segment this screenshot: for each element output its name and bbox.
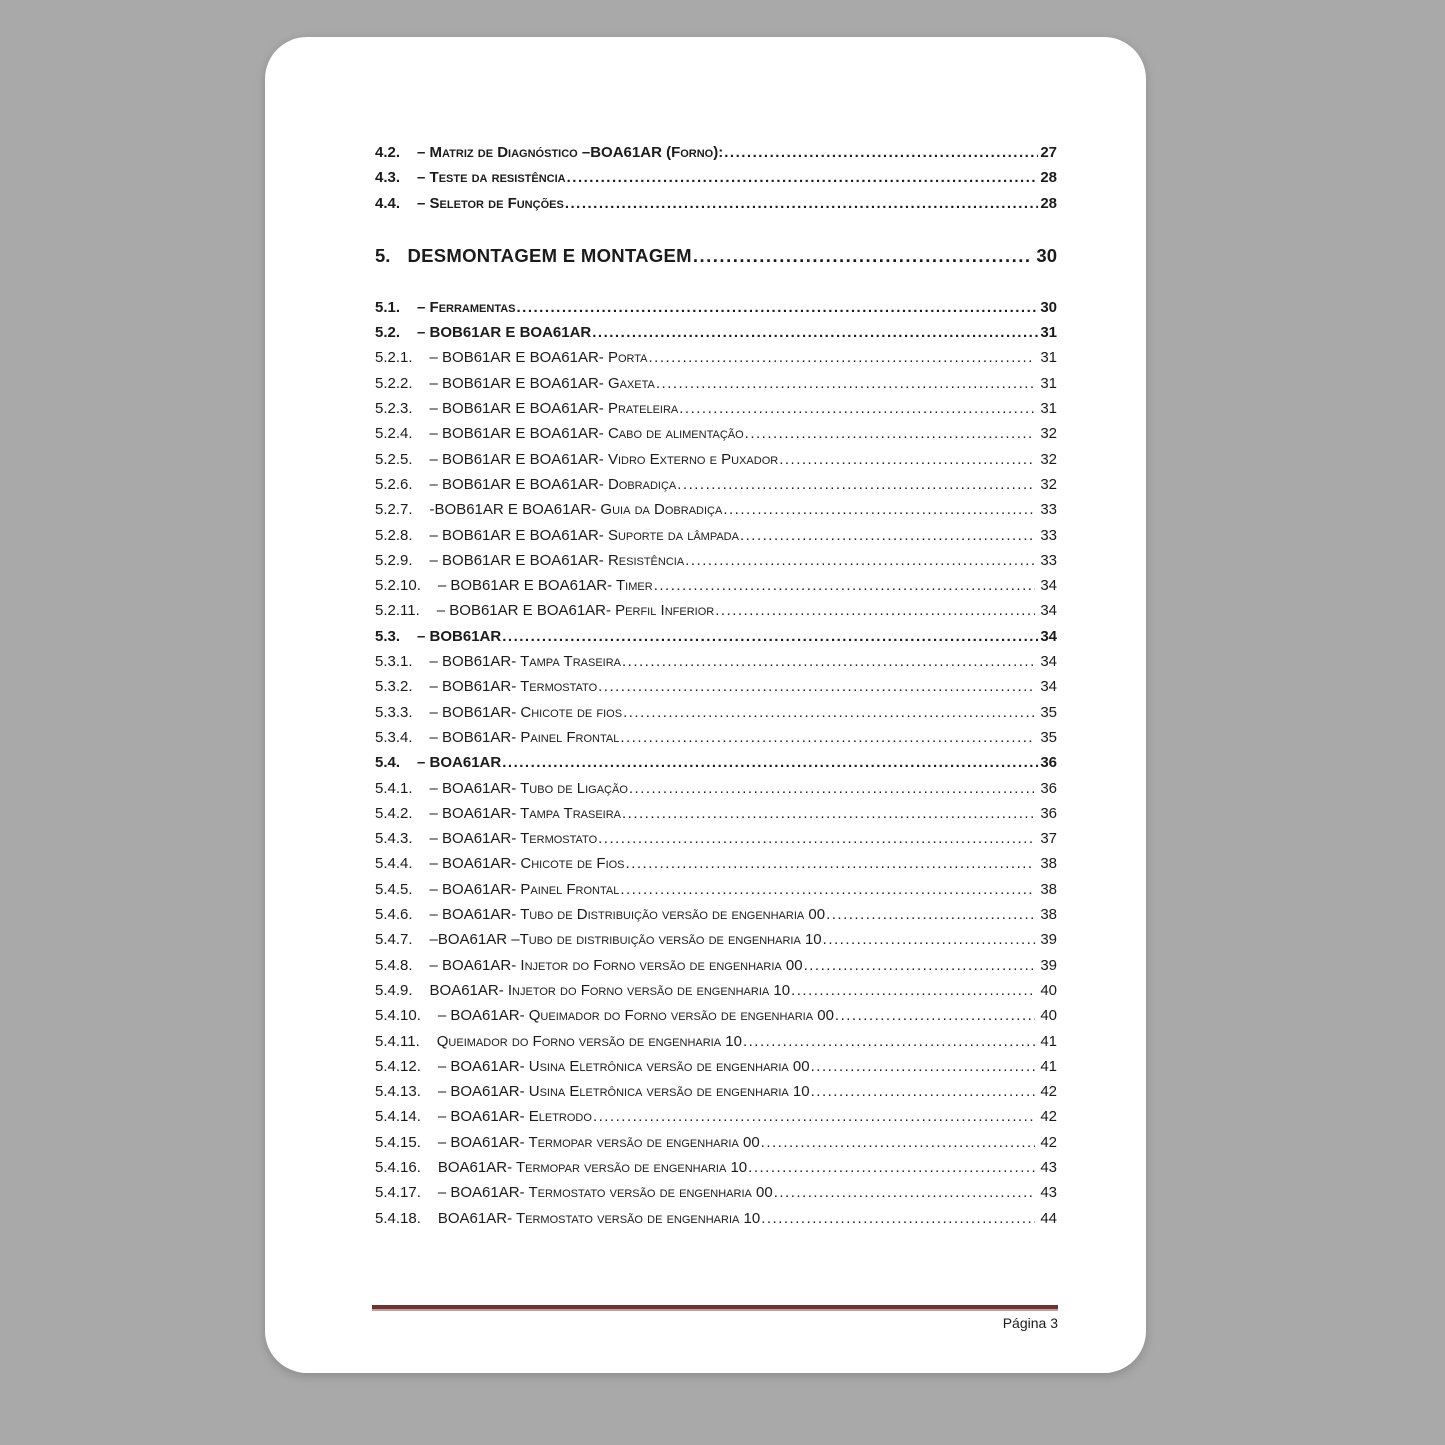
toc-entry-number: 5.4.6. [375,906,413,924]
toc-entry-number: 5.3.4. [375,728,413,746]
toc-entry-page: 38 [1040,880,1057,898]
dot-leader [791,978,1035,1003]
dot-leader [723,497,1035,522]
dot-leader [620,725,1035,750]
toc-entry-label: – BOB61AR E BOA61AR- Timer [437,577,653,595]
table-of-contents [375,140,1057,1231]
dot-leader [567,165,1039,190]
toc-entry-5-3-4[interactable] [375,725,1057,750]
toc-entry-page: 31 [1040,349,1057,367]
dot-leader [649,345,1036,370]
toc-entry-page: 34 [1040,577,1057,595]
toc-entry-label: – BOA61AR- Termostato [429,830,598,848]
toc-entry-number: 5.4.14. [375,1108,421,1126]
toc-entry-number: 4.2. [375,144,401,161]
dot-leader [629,776,1035,801]
toc-entry-page: 34 [1040,653,1057,671]
toc-entry-5-4-11[interactable] [375,1029,1057,1054]
toc-entry-page: 36 [1040,754,1057,772]
toc-entry-5-4[interactable] [375,750,1057,775]
toc-entry-number: 5.2.4. [375,425,413,443]
toc-entry-5-4-17[interactable] [375,1180,1057,1205]
dot-leader [835,1003,1035,1028]
toc-entry-5-1[interactable] [375,295,1057,320]
toc-entry-page: 37 [1040,830,1057,848]
toc-entry-number: 4.3. [375,169,401,187]
dot-leader [743,1029,1035,1054]
toc-entry-label: – BOB61AR- Termostato [429,678,598,696]
toc-entry-number: 5.3. [375,627,401,645]
toc-entry-label: – BOB61AR E BOA61AR- Resistência [429,551,685,569]
dot-leader [724,140,1038,165]
dot-leader [826,902,1035,927]
toc-entry-label: – BOB61AR [417,627,502,645]
toc-entry-number: 5.2.7. [375,501,413,519]
toc-entry-5-2-5[interactable] [375,447,1057,472]
toc-entry-label: – BOA61AR- Tubo de Distribuição versão de engenharia 00 [429,906,826,924]
toc-entry-label: – BOA61AR- Injetor do Forno versão de engenharia 00 [429,956,803,974]
toc-entry-number: 5.3.2. [375,678,413,696]
page-number-label: Página 3 [1002,1315,1058,1331]
document-page [265,37,1146,1373]
dot-leader [823,927,1036,952]
toc-entry-label: – BOB61AR E BOA61AR- Perfil Inferior [436,602,715,620]
toc-entry-label: – BOB61AR- Painel Frontal [429,728,620,746]
dot-leader [811,1054,1036,1079]
dot-leader [761,1130,1036,1155]
toc-entry-5-4-1[interactable] [375,776,1057,801]
dot-leader [622,649,1035,674]
toc-entry-5-2[interactable] [375,320,1057,345]
toc-entry-page: 44 [1040,1209,1057,1227]
toc-entry-page: 33 [1040,526,1057,544]
toc-entry-label: – BOA61AR- Usina Eletrônica versão de engenharia 00 [437,1057,810,1075]
dot-leader [693,242,1031,269]
dot-leader [804,953,1036,978]
dot-leader [502,750,1038,775]
toc-entry-page: 42 [1040,1108,1057,1126]
dot-leader [598,826,1035,851]
toc-entry-label: – BOB61AR- Tampa Traseira [429,653,622,671]
dot-leader [623,700,1035,725]
toc-entry-label: – BOA61AR- Queimador do Forno versão de engenharia 00 [437,1007,834,1025]
toc-entry-5-4-14[interactable] [375,1104,1057,1129]
toc-entry-5-4-4[interactable] [375,851,1057,876]
toc-entry-number: 5.4.9. [375,981,413,999]
toc-entry-4-4[interactable] [375,191,1057,216]
toc-entry-label: BOA61AR- Injetor do Forno versão de engenharia 10 [429,981,791,999]
toc-entry-5-3-2[interactable] [375,674,1057,699]
toc-entry-label: – BOA61AR- Painel Frontal [429,880,620,898]
toc-entry-page: 34 [1040,602,1057,620]
toc-entry-page: 31 [1040,324,1057,342]
dot-leader [740,523,1035,548]
toc-entry-number: 5.4.13. [375,1083,421,1101]
toc-entry-number: 5.4.2. [375,804,413,822]
toc-entry-5-4-8[interactable] [375,953,1057,978]
toc-entry-5-4-2[interactable] [375,801,1057,826]
dot-leader [593,1104,1035,1129]
toc-entry-label: – BOA61AR- Termopar versão de engenharia 00 [437,1133,760,1151]
toc-entry-number: 5.2.9. [375,551,413,569]
dot-leader [685,548,1035,573]
toc-entry-page: 40 [1040,1007,1057,1025]
toc-entry-page: 42 [1040,1133,1057,1151]
toc-entry-5-3-1[interactable] [375,649,1057,674]
toc-entry-page: 43 [1040,1158,1057,1176]
toc-entry-label: BOA61AR- Termostato versão de engenharia 10 [437,1209,761,1227]
toc-entry-number: 5.4.1. [375,779,413,797]
toc-entry-label: – BOB61AR- Chicote de fios [429,703,623,721]
toc-entry-number: 5.4.18. [375,1209,421,1227]
toc-entry-page: 33 [1040,551,1057,569]
toc-entry-page: 42 [1040,1083,1057,1101]
toc-entry-5-3-3[interactable] [375,700,1057,725]
toc-entry-page: 32 [1040,475,1057,493]
toc-entry-label: – BOB61AR E BOA61AR- Suporte da lâmpada [429,526,739,544]
toc-entry-5-4-6[interactable] [375,902,1057,927]
toc-entry-label: – Ferramentas [417,298,516,316]
footer-divider-light-line [372,1309,1058,1311]
toc-entry-page: 39 [1040,931,1057,949]
page-footer [372,1305,1058,1331]
toc-entry-page: 35 [1040,728,1057,746]
toc-entry-number: 5.4.11. [375,1032,420,1050]
dot-leader [677,472,1035,497]
toc-entry-5-2-11[interactable] [375,598,1057,623]
toc-entry-5-4-10[interactable] [375,1003,1057,1028]
toc-entry-number: 5.2.1. [375,349,413,367]
toc-entry-5-4-15[interactable] [375,1130,1057,1155]
dot-leader [517,295,1039,320]
toc-entry-number: 5.4.8. [375,956,413,974]
toc-entry-4-2[interactable] [375,140,1057,165]
toc-entry-label: Queimador do Forno versão de engenharia 10 [436,1032,742,1050]
toc-entry-number: 5.3.3. [375,703,413,721]
toc-entry-page: 36 [1040,779,1057,797]
toc-entry-5-2-9[interactable] [375,548,1057,573]
toc-entry-5-4-9[interactable] [375,978,1057,1003]
toc-entry-page: 30 [1040,298,1057,316]
toc-entry-5-4-7[interactable] [375,927,1057,952]
toc-entry-number: 5.2.10. [375,577,421,595]
dot-leader [774,1180,1036,1205]
dot-leader [779,447,1035,472]
toc-entry-number: 5.4.10. [375,1007,421,1025]
dot-leader [620,877,1035,902]
toc-entry-label: – BOB61AR E BOA61AR- Prateleira [429,400,679,418]
toc-entry-page: 32 [1040,425,1057,443]
toc-entry-page: 28 [1040,169,1057,187]
toc-entry-number: 5.2.2. [375,374,413,392]
toc-entry-5-4-16[interactable] [375,1155,1057,1180]
toc-entry-label: – BOA61AR- Tampa Traseira [429,804,622,822]
dot-leader [654,573,1036,598]
toc-entry-number: 5.4. [375,754,401,772]
toc-entry-5[interactable] [375,242,1057,269]
toc-entry-number: 5.4.12. [375,1057,421,1075]
toc-entry-number: 5.4.17. [375,1184,421,1202]
toc-entry-number: 5.4.3. [375,830,413,848]
toc-entry-number: 5.2.6. [375,475,413,493]
toc-entry-page: 32 [1040,450,1057,468]
toc-entry-page: 38 [1040,906,1057,924]
toc-entry-number: 5.1. [375,298,401,316]
toc-entry-page: 41 [1040,1032,1057,1050]
toc-entry-number: 4.4. [375,194,401,212]
dot-leader [748,1155,1035,1180]
toc-entry-page: 34 [1040,627,1057,645]
dot-leader [622,801,1035,826]
toc-entry-number: 5.4.4. [375,855,413,873]
toc-entry-5-4-3[interactable] [375,826,1057,851]
toc-entry-label: DESMONTAGEM E MONTAGEM [407,244,692,266]
toc-entry-page: 34 [1040,678,1057,696]
dot-leader [626,851,1036,876]
toc-entry-label: – BOA61AR- Usina Eletrônica versão de engenharia 10 [437,1083,810,1101]
toc-entry-number: 5.2.11. [375,602,420,620]
toc-entry-number: 5.2.5. [375,450,413,468]
toc-entry-5-2-6[interactable] [375,472,1057,497]
toc-entry-page: 36 [1040,804,1057,822]
toc-entry-label: BOA61AR- Termopar versão de engenharia 10 [437,1158,748,1176]
toc-entry-label: – BOB61AR E BOA61AR- Gaxeta [429,374,655,392]
dot-leader [592,320,1038,345]
toc-entry-page: 39 [1040,956,1057,974]
dot-leader [811,1079,1036,1104]
toc-entry-label: – BOA61AR- Tubo de Ligação [429,779,628,797]
toc-entry-number: 5.2. [375,324,401,342]
toc-entry-page: 43 [1040,1184,1057,1202]
toc-entry-page: 41 [1040,1057,1057,1075]
dot-leader [656,371,1035,396]
toc-entry-5-2-1[interactable] [375,345,1057,370]
toc-entry-page: 30 [1036,244,1057,266]
toc-entry-label: – BOB61AR E BOA61AR [417,324,592,342]
dot-leader [715,598,1035,623]
toc-entry-4-3[interactable] [375,165,1057,190]
toc-entry-5-4-18[interactable] [375,1206,1057,1231]
toc-entry-page: 40 [1040,981,1057,999]
toc-entry-page: 28 [1040,194,1057,212]
toc-entry-label: – BOB61AR E BOA61AR- Vidro Externo e Puxador [429,450,779,468]
toc-entry-number: 5.3.1. [375,653,413,671]
toc-entry-number: 5.4.15. [375,1133,421,1151]
toc-entry-label: – BOA61AR- Termostato versão de engenharia 00 [437,1184,773,1202]
toc-entry-number: 5.2.3. [375,400,413,418]
toc-entry-5-2-8[interactable] [375,523,1057,548]
toc-entry-label: –BOA61AR –Tubo de distribuição versão de engenharia 10 [429,931,822,949]
toc-entry-number: 5.4.7. [375,931,413,949]
dot-leader [761,1206,1035,1231]
toc-entry-label: – BOB61AR E BOA61AR- Dobradiça [429,475,677,493]
toc-entry-page: 27 [1040,144,1057,161]
toc-entry-page: 35 [1040,703,1057,721]
dot-leader [745,421,1036,446]
toc-entry-5-3[interactable] [375,624,1057,649]
toc-entry-5-4-12[interactable] [375,1054,1057,1079]
toc-entry-5-2-2[interactable] [375,371,1057,396]
dot-leader [502,624,1038,649]
toc-entry-label: – BOA61AR [417,754,502,772]
dot-leader [565,191,1039,216]
toc-entry-number: 5. [375,244,391,266]
toc-entry-page: 38 [1040,855,1057,873]
toc-entry-5-4-13[interactable] [375,1079,1057,1104]
toc-entry-label: – BOB61AR E BOA61AR- Porta [429,349,648,367]
toc-entry-number: 5.2.8. [375,526,413,544]
dot-leader [598,674,1035,699]
toc-entry-5-2-4[interactable] [375,421,1057,446]
toc-entry-5-2-7[interactable] [375,497,1057,522]
toc-entry-label: – BOB61AR E BOA61AR- Cabo de alimentação [429,425,744,443]
toc-entry-label: – BOA61AR- Chicote de Fios [429,855,625,873]
toc-entry-label: – BOA61AR- Eletrodo [437,1108,592,1126]
toc-entry-label: – Matriz de Diagnóstico –BOA61AR (Forno): [417,144,724,161]
toc-entry-label: – Teste da resistência [417,169,566,187]
toc-entry-label: – Seletor de Funções [417,194,564,212]
toc-entry-5-2-3[interactable] [375,396,1057,421]
toc-entry-label: -BOB61AR E BOA61AR- Guia da Dobradiça [429,501,723,519]
toc-entry-page: 31 [1040,374,1057,392]
toc-entry-page: 33 [1040,501,1057,519]
toc-entry-number: 5.4.16. [375,1158,421,1176]
dot-leader [679,396,1035,421]
toc-entry-page: 31 [1040,400,1057,418]
toc-entry-number: 5.4.5. [375,880,413,898]
toc-entry-5-2-10[interactable] [375,573,1057,598]
toc-entry-5-4-5[interactable] [375,877,1057,902]
